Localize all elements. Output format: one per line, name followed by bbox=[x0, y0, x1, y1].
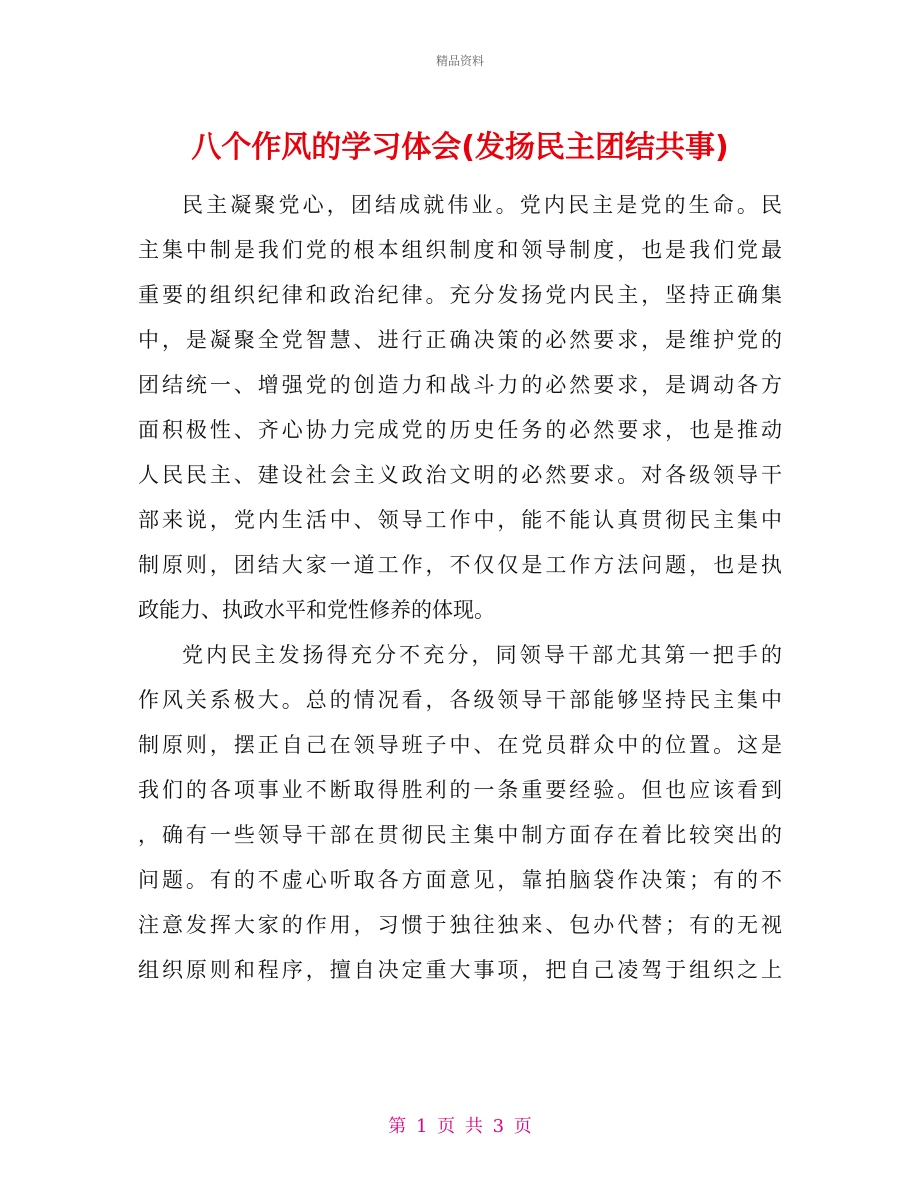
text-line: 政能力、执政水平和党性修养的体现。 bbox=[138, 598, 495, 622]
text-line: 问题。有的不虚心听取各方面意见，靠拍脑袋作决策；有的不 bbox=[138, 868, 782, 892]
text-line: 组织原则和程序，擅自决定重大事项，把自己凌驾于组织之上 bbox=[138, 958, 782, 982]
text-line: 主集中制是我们党的根本组织制度和领导制度，也是我们党最 bbox=[138, 238, 782, 262]
text-line: ，确有一些领导干部在贯彻民主集中制方面存在着比较突出的 bbox=[138, 823, 782, 847]
text-line: 团结统一、增强党的创造力和战斗力的必然要求，是调动各方 bbox=[138, 373, 782, 397]
text-line: 面积极性、齐心协力完成党的历史任务的必然要求，也是推动 bbox=[138, 418, 782, 442]
text-line: 部来说，党内生活中、领导工作中，能不能认真贯彻民主集中 bbox=[138, 508, 782, 532]
page-number: 第 1 页 共 3 页 bbox=[388, 1116, 532, 1137]
document-body bbox=[138, 190, 782, 1000]
paragraph bbox=[138, 640, 782, 1000]
text-line: 重要的组织纪律和政治纪律。充分发扬党内民主，坚持正确集 bbox=[138, 283, 782, 307]
text-line: 作风关系极大。总的情况看，各级领导干部能够坚持民主集中 bbox=[138, 688, 782, 712]
text-line: 我们的各项事业不断取得胜利的一条重要经验。但也应该看到 bbox=[138, 778, 782, 802]
text-line: 民主凝聚党心，团结成就伟业。党内民主是党的生命。民 bbox=[182, 193, 782, 217]
text-line: 党内民主发扬得充分不充分，同领导干部尤其第一把手的 bbox=[182, 643, 782, 667]
text-line: 注意发挥大家的作用，习惯于独往独来、包办代替；有的无视 bbox=[138, 913, 782, 937]
page-header: 精品资料 bbox=[435, 54, 484, 68]
paragraph bbox=[138, 190, 782, 640]
text-line: 制原则，摆正自己在领导班子中、在党员群众中的位置。这是 bbox=[138, 733, 782, 757]
text-line: 制原则，团结大家一道工作，不仅仅是工作方法问题，也是执 bbox=[138, 553, 782, 577]
text-line: 中，是凝聚全党智慧、进行正确决策的必然要求，是维护党的 bbox=[138, 328, 782, 352]
document-title: 八个作风的学习体会(发扬民主团结共事) bbox=[191, 130, 729, 165]
text-line: 人民民主、建设社会主义政治文明的必然要求。对各级领导干 bbox=[138, 463, 782, 487]
